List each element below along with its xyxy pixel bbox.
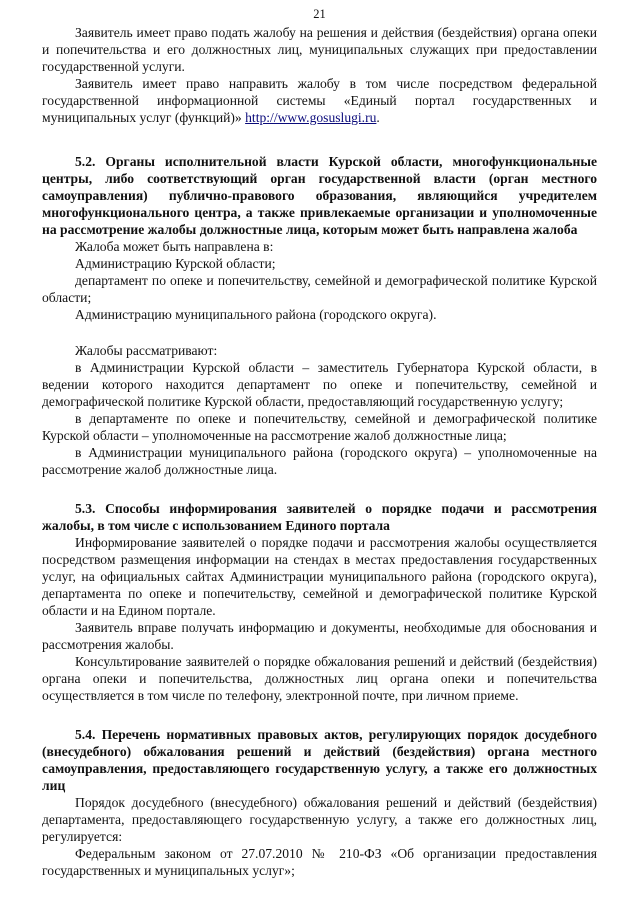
paragraph-text: Жалоба может быть направлена в: bbox=[75, 239, 274, 254]
paragraph-text: департамент по опеке и попечительству, семейной и демографической политике Курской области; bbox=[42, 273, 597, 305]
section-heading-5-4: 5.4. Перечень нормативных правовых актов, регулирующих порядок досудебного (внесудебного) обжалования решений и действий (бездействия) органа местного самоуправления, предоставляющего государственную услугу, а также его должностных лиц bbox=[42, 727, 597, 793]
spacer bbox=[42, 478, 597, 500]
gosuslugi-link[interactable]: http://www.gosuslugi.ru bbox=[245, 110, 377, 125]
paragraph-complaint-portal bbox=[42, 75, 597, 126]
section-heading-5-2: 5.2. Органы исполнительной власти Курской области, многофункциональные центры, либо соответствующий орган государственной власти (орган местного самоуправления) публично-правового образования, являющийся учредителем многофункционального центра, а также привлекаемые организации и уполномоченные на рассмотрение жалобы должностные лица, которым может быть направлена жалоба bbox=[42, 154, 597, 237]
paragraph-text: в департаменте по опеке и попечительству, семейной и демографической политике Курской области – уполномоченные на рассмотрение жалоб должностные лица; bbox=[42, 411, 597, 443]
paragraph-text: Информирование заявителей о порядке подачи и рассмотрения жалобы осуществляется посредством размещения информации на стендах в местах предоставления государственных услуг, на официальных сайтах Администрации муниципального района (городского округа), департамента по опеке и попечительству, семейной и демографической политике Курской области и на Едином портале. bbox=[42, 535, 597, 618]
paragraph-text: Жалобы рассматривают: bbox=[75, 343, 218, 358]
page-number: 21 bbox=[313, 7, 326, 21]
paragraph-end: . bbox=[376, 110, 380, 125]
spacer bbox=[42, 704, 597, 726]
page-body bbox=[42, 24, 597, 879]
paragraph-text: Порядок досудебного (внесудебного) обжалования решений и действий (бездействия) департамента, предоставляющего государственную услугу, а также его должностных лиц, регулируется: bbox=[42, 795, 597, 844]
paragraph-text: Консультирование заявителей о порядке обжалования решений и действий (бездействия) органа опеки и попечительства, должностных лиц органа опеки и попечительства осуществляется в том числе по телефону, электронной почте, при личном приеме. bbox=[42, 654, 597, 703]
paragraph-text: Заявитель имеет право направить жалобу в том числе посредством федеральной государственной информационной системы «Единый портал государственных и муниципальных услуг (функций)» bbox=[42, 76, 597, 125]
paragraph-complaint-right: Заявитель имеет право подать жалобу на решения и действия (бездействия) органа опеки и попечительства и его должностных лиц, муниципальных служащих при предоставлении государственной услуги. bbox=[42, 25, 597, 74]
paragraph-text: в Администрации Курской области – заместитель Губернатора Курской области, в ведении которого находится департамент по опеке и попечительству, семейной и демографической политике Курской области, предоставляющий государственную услугу; bbox=[42, 360, 597, 409]
paragraph-text: Администрацию Курской области; bbox=[75, 256, 276, 271]
paragraph-text: Федеральным законом от 27.07.2010 № 210-ФЗ «Об организации предоставления государственных и муниципальных услуг»; bbox=[42, 846, 597, 878]
spacer bbox=[42, 126, 597, 153]
spacer bbox=[42, 323, 597, 342]
paragraph-text: Администрацию муниципального района (городского округа). bbox=[75, 307, 437, 322]
paragraph-text: Заявитель вправе получать информацию и документы, необходимые для обоснования и рассмотрения жалобы. bbox=[42, 620, 597, 652]
section-heading-5-3: 5.3. Способы информирования заявителей о порядке подачи и рассмотрения жалобы, в том числе с использованием Единого портала bbox=[42, 501, 597, 533]
paragraph-text: в Администрации муниципального района (городского округа) – уполномоченные на рассмотрение жалоб должностные лица. bbox=[42, 445, 597, 477]
